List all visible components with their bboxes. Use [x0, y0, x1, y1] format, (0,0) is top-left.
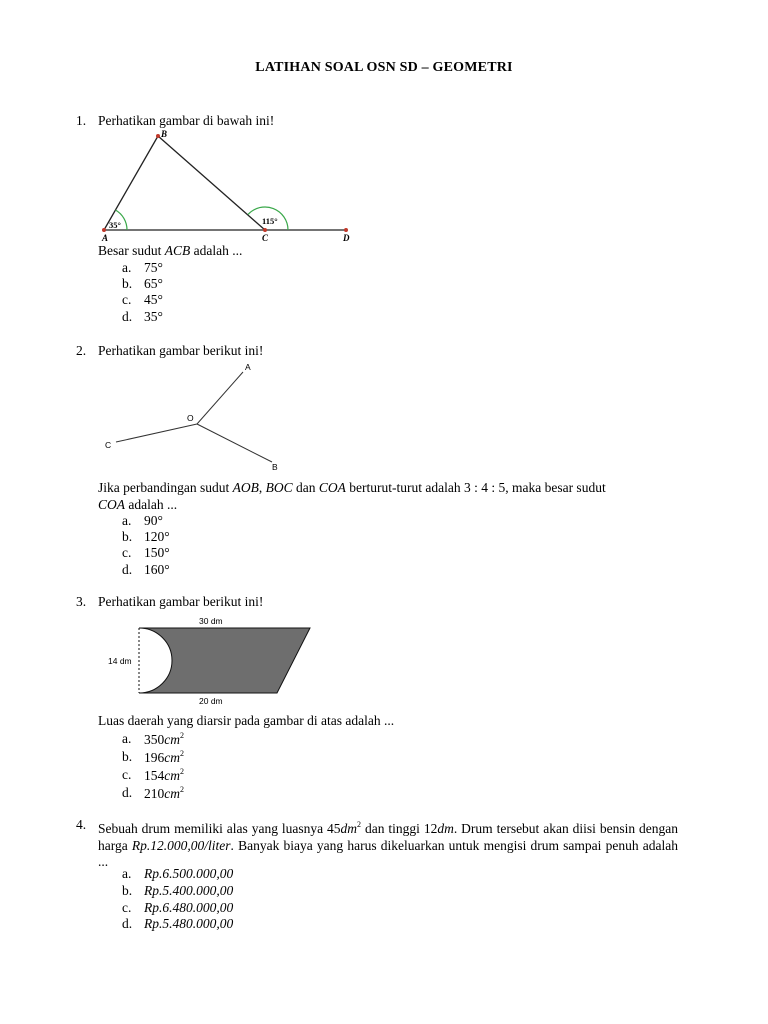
var-acb: ACB [164, 243, 191, 258]
option-letter: c. [122, 900, 132, 915]
option-value: 35° [144, 309, 163, 324]
option-value: 90° [144, 513, 163, 528]
option-value: Rp.5.400.000,00 [144, 883, 234, 898]
option-letter: d. [122, 562, 133, 577]
option-value: 65° [144, 276, 163, 291]
page-title: LATIHAN SOAL OSN SD – GEOMETRI [255, 60, 513, 75]
question-prompt: Perhatikan gambar berikut ini! [98, 343, 264, 358]
angle-label-c: 115° [262, 216, 278, 226]
question-number: 4. [76, 817, 87, 832]
option-value: 160° [144, 562, 170, 577]
option-letter: d. [122, 785, 133, 800]
label-o: O [187, 413, 194, 423]
label-c: C [105, 440, 112, 450]
question-number: 1. [76, 113, 87, 128]
label-top: 30 dm [199, 616, 223, 626]
label-bottom: 20 dm [199, 696, 223, 706]
option-letter: d. [122, 309, 133, 324]
question-number: 3. [76, 594, 87, 609]
option-value: $210cm^2$ [144, 785, 184, 801]
option-letter: b. [122, 529, 133, 544]
label-b: B [161, 129, 168, 139]
question-text: Sebuah drum memiliki alas yang luasnya $45dm^2$ dan tinggi 12dm. Drum tersebut akan diisi bensin dengan harga Rp.12.000,00/liter. Banyak biaya yang harus dikeluarkan untuk mengisi drum sampai penuh adalah ... [98, 820, 679, 869]
label-b: B [272, 462, 278, 472]
question-text: Luas daerah yang diarsir pada gambar di atas adalah ... [98, 713, 395, 728]
option-letter: b. [122, 749, 133, 764]
option-letter: a. [122, 513, 132, 528]
option-letter: d. [122, 916, 133, 931]
option-value: Rp.6.500.000,00 [144, 866, 234, 881]
option-value: $196cm^2$ [144, 749, 184, 765]
option-value: $154cm^2$ [144, 767, 184, 783]
question-number: 2. [76, 343, 87, 358]
option-value: 120° [144, 529, 170, 544]
question-text: Besar sudut ACB adalah ... [98, 243, 243, 258]
option-letter: c. [122, 545, 132, 560]
option-letter: a. [122, 866, 132, 881]
option-value: Rp.5.480.000,00 [144, 916, 234, 931]
label-a: A [245, 362, 251, 372]
option-value: 75° [144, 260, 163, 275]
option-letter: c. [122, 767, 132, 782]
option-value: 45° [144, 292, 163, 307]
question-prompt: Perhatikan gambar berikut ini! [98, 594, 264, 609]
option-value: 150° [144, 545, 170, 560]
angle-label-a: 35° [109, 220, 121, 230]
question-text: Jika perbandingan sudut AOB, BOC dan COA berturut-turut adalah 3 : 4 : 5, maka besar sudut COA adalah ... [98, 480, 606, 512]
option-value: Rp.6.480.000,00 [144, 900, 234, 915]
option-letter: a. [122, 260, 132, 275]
label-a: A [102, 233, 109, 243]
question-prompt: Perhatikan gambar di bawah ini! [98, 113, 275, 128]
option-letter: c. [122, 292, 132, 307]
label-left: 14 dm [108, 656, 132, 666]
shaded-region [139, 628, 310, 693]
option-value: $350cm^2$ [144, 731, 184, 747]
ratio: 3 : 4 : 5 [463, 480, 506, 495]
option-letter: a. [122, 731, 132, 746]
label-d: D [343, 233, 350, 243]
option-letter: b. [122, 276, 133, 291]
label-c: C [262, 233, 269, 243]
option-letter: b. [122, 883, 133, 898]
